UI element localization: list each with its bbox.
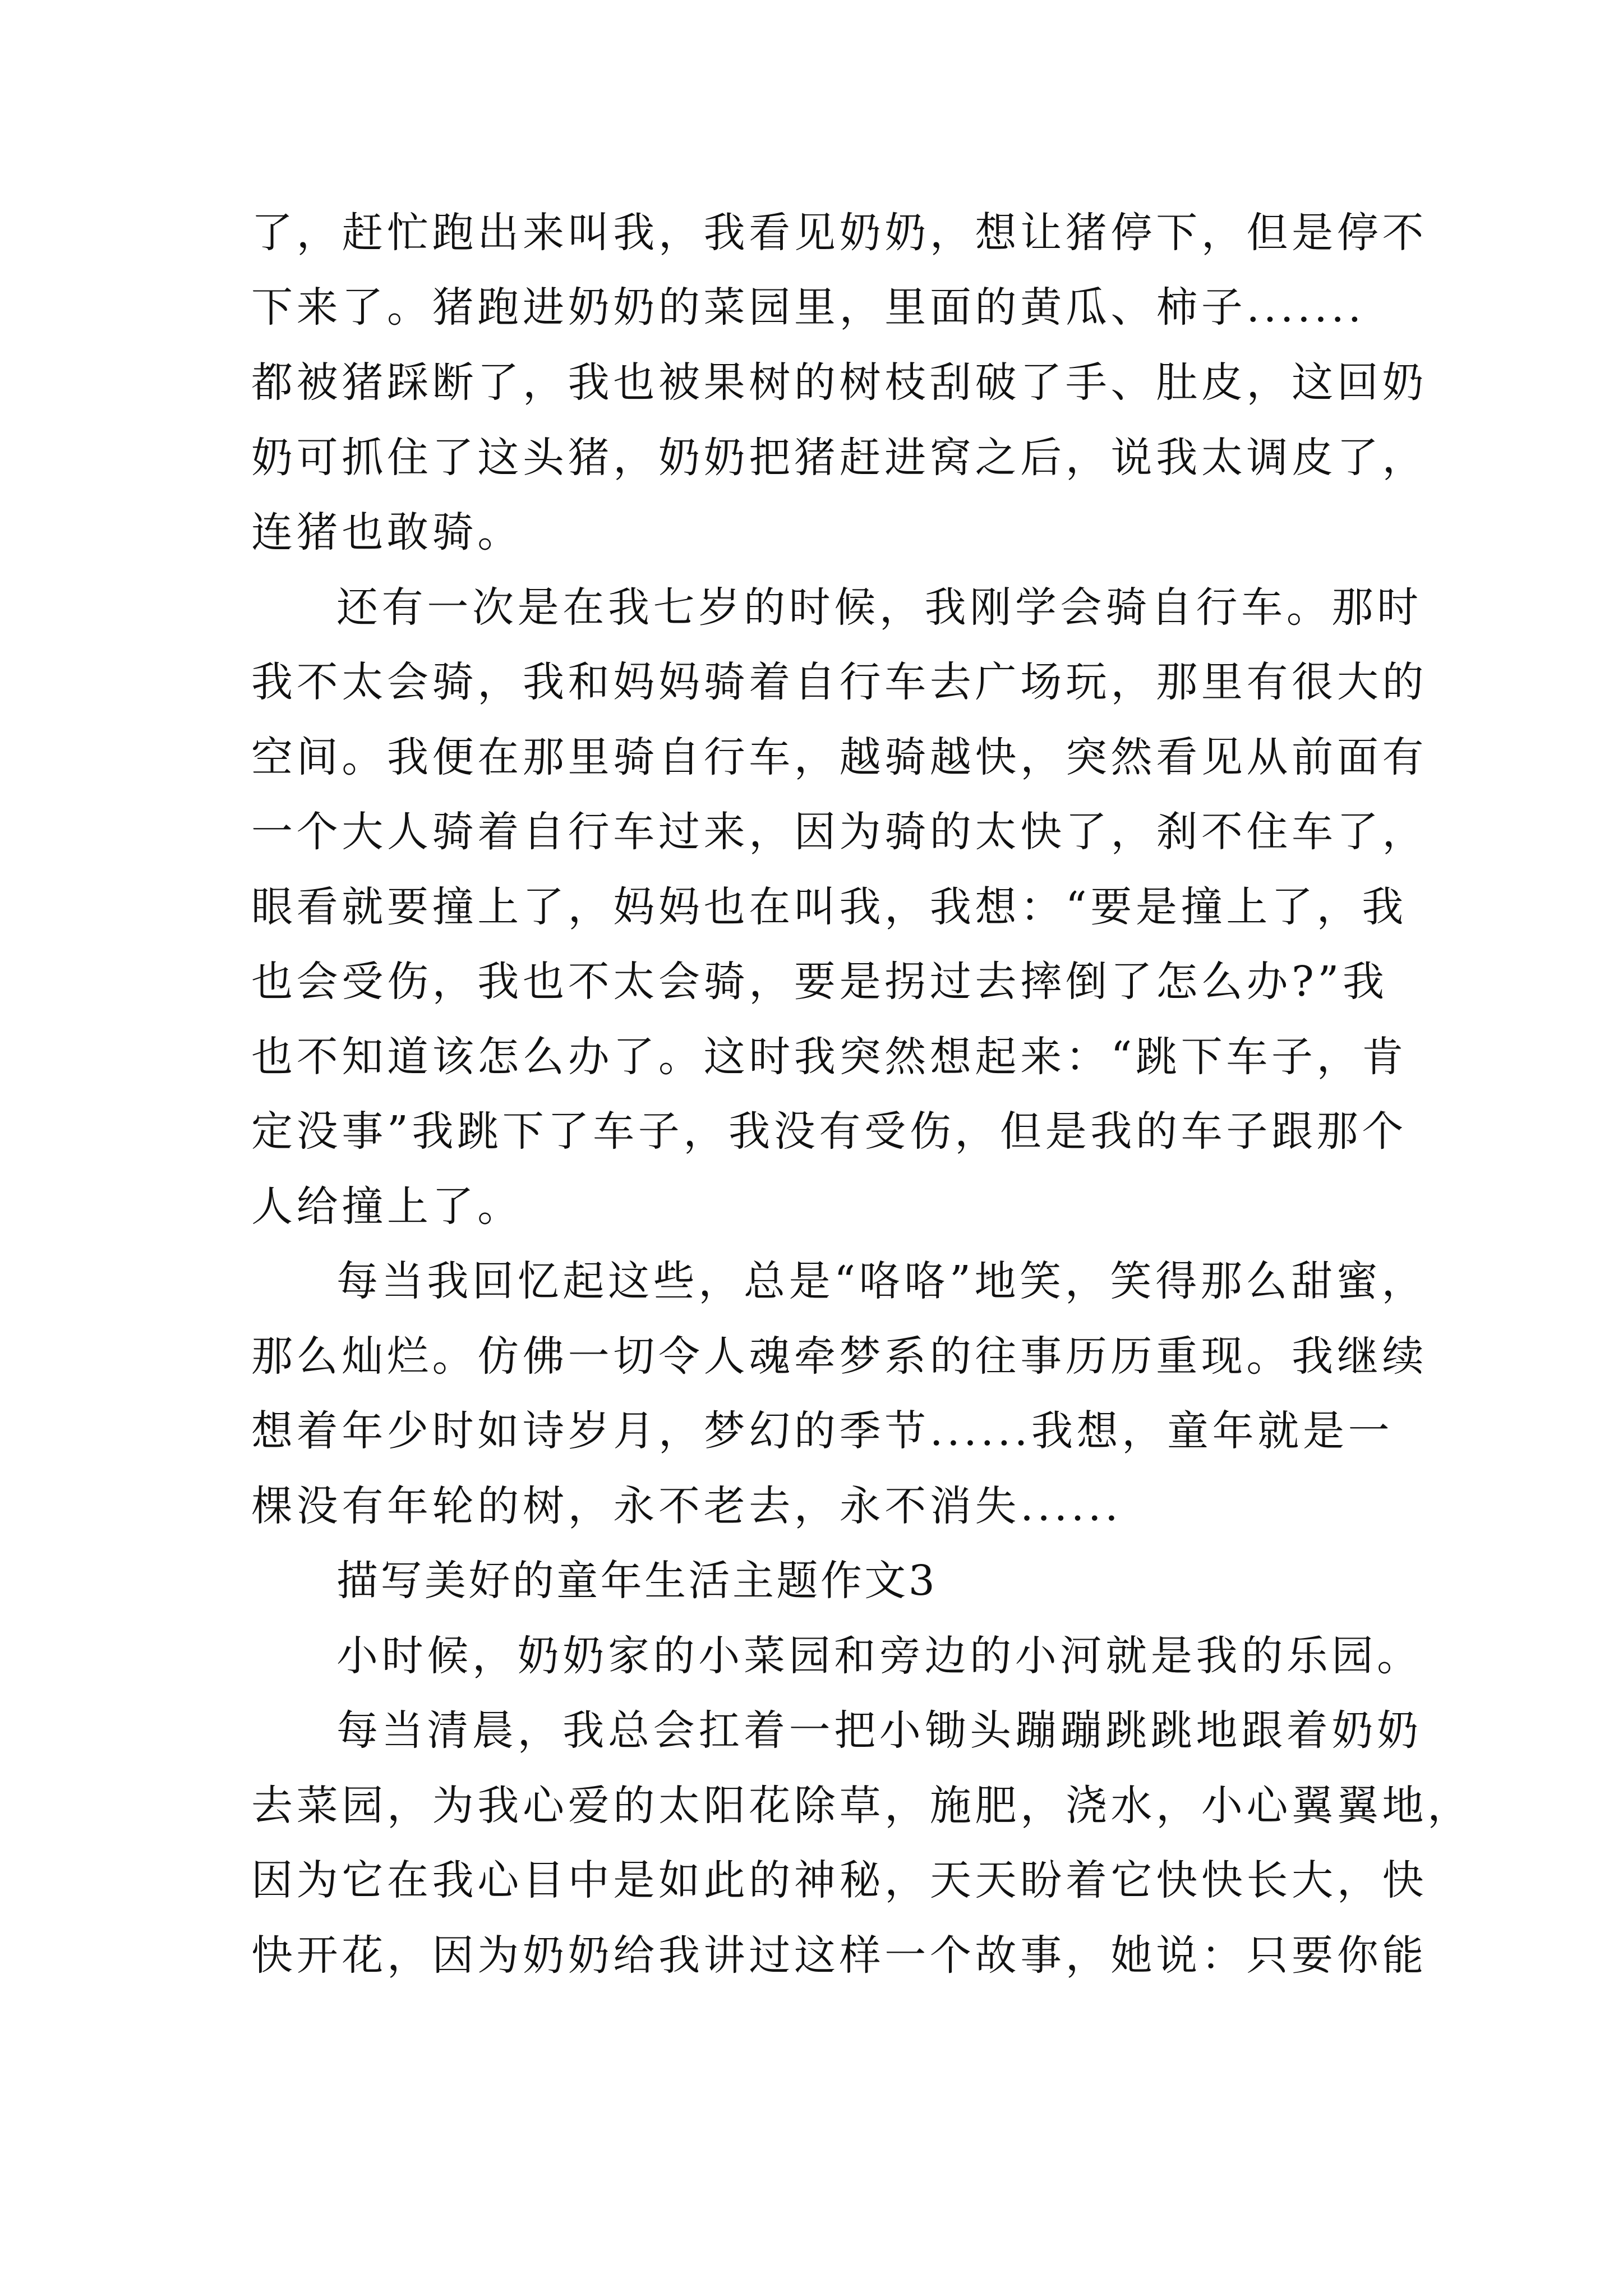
text-line-23: 因为它在我心目中是如此的神秘，天天盼着它快快长大，快 [251, 1856, 1428, 1904]
text-line-24: 快开花，因为奶奶给我讲过这样一个故事，她说：只要你能 [251, 1931, 1428, 1980]
text-line-13: 定没事”我跳下了车子，我没有受伤，但是我的车子跟那个 [251, 1107, 1407, 1156]
text-line-22: 去菜园，为我心爱的太阳花除草，施肥，浇水，小心翼翼地， [251, 1782, 1473, 1830]
text-line-11: 也会受伤，我也不太会骑，要是拐过去摔倒了怎么办?”我 [251, 958, 1388, 1006]
section-heading: 描写美好的童年生活主题作文3 [336, 1557, 938, 1605]
text-line-4: 奶可抓住了这头猪，奶奶把猪赶进窝之后，说我太调皮了， [251, 434, 1428, 482]
text-line-18: 棵没有年轮的树，永不老去，永不消失...... [251, 1482, 1122, 1530]
text-line-7: 我不太会骑，我和妈妈骑着自行车去广场玩，那里有很大的 [251, 658, 1428, 706]
text-line-16: 那么灿烂。仿佛一切令人魂牵梦系的往事历历重现。我继续 [251, 1332, 1428, 1381]
text-line-3: 都被猪踩断了，我也被果树的树枝刮破了手、肚皮，这回奶 [251, 358, 1428, 407]
text-line-1: 了，赶忙跑出来叫我，我看见奶奶，想让猪停下，但是停不 [251, 209, 1428, 257]
paragraph-start-memory: 每当我回忆起这些，总是“咯咯”地笑，笑得那么甜蜜， [336, 1257, 1427, 1305]
text-line-10: 眼看就要撞上了，妈妈也在叫我，我想：“要是撞上了，我 [251, 883, 1407, 931]
paragraph-start-garden: 小时候，奶奶家的小菜园和旁边的小河就是我的乐园。 [336, 1632, 1422, 1680]
paragraph-start-bike: 还有一次是在我七岁的时候，我刚学会骑自行车。那时 [336, 583, 1422, 632]
text-line-5: 连猪也敢骑。 [251, 508, 523, 556]
text-line-2: 下来了。猪跑进奶奶的菜园里，里面的黄瓜、柿子....... [251, 283, 1365, 332]
text-line-8: 空间。我便在那里骑自行车，越骑越快，突然看见从前面有 [251, 733, 1428, 781]
text-line-9: 一个大人骑着自行车过来，因为骑的太快了，刹不住车了， [251, 808, 1428, 856]
text-line-12: 也不知道该怎么办了。这时我突然想起来：“跳下车子，肯 [251, 1033, 1407, 1081]
text-line-17: 想着年少时如诗岁月，梦幻的季节......我想，童年就是一 [251, 1407, 1394, 1455]
paragraph-start-morning: 每当清晨，我总会扛着一把小锄头蹦蹦跳跳地跟着奶奶 [336, 1706, 1422, 1755]
text-line-14: 人给撞上了。 [251, 1182, 523, 1231]
